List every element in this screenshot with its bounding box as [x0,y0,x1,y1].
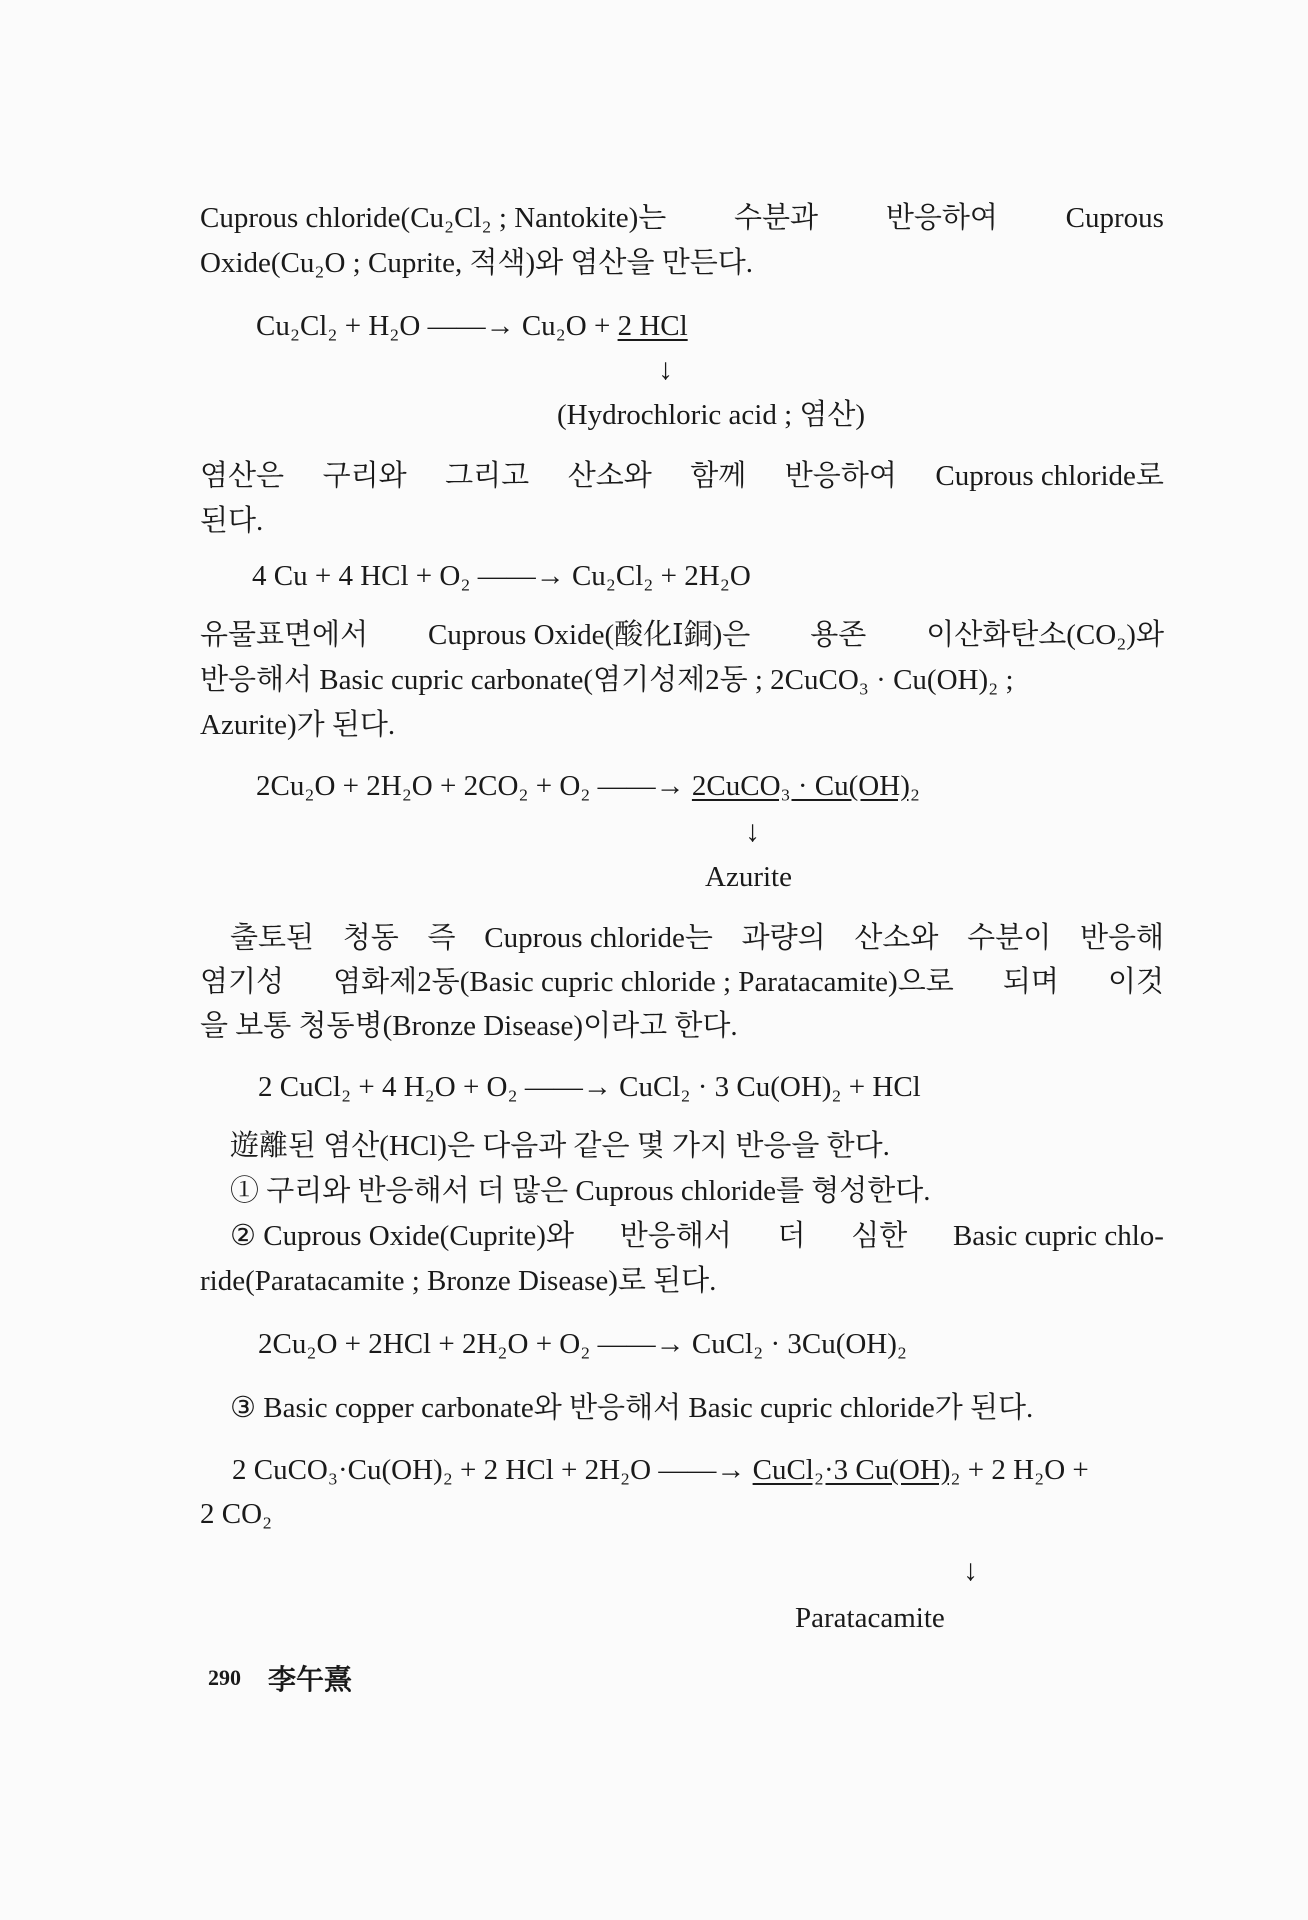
paragraph-3-line-2: 반응해서 Basic cupric carbonate(염기성제2동 ; 2CuCO₃ · Cu(OH)₂ ; [200,664,1014,696]
text-segment: 수분이 [967,922,1052,954]
page-number: 290 [208,1665,241,1690]
text-segment: Cuprous chloride는 [484,922,713,954]
paragraph-4-line-3: 을 보통 청동병(Bronze Disease)이라고 한다. [200,1010,738,1042]
paragraph-5-line-4: ride(Paratacamite ; Bronze Disease)로 된다. [200,1265,717,1297]
text-segment: 함께 [690,460,747,492]
paragraph-6: ③ Basic copper carbonate와 반응해서 Basic cupric chloride가 된다. [230,1392,1034,1424]
equation-6-line-1 [232,1452,1089,1488]
paragraph-4-line-2 [200,964,1164,1000]
text-segment: 출토된 [230,922,315,954]
paragraph-1-line-1 [200,200,1164,236]
text-segment: 즉 [427,922,456,954]
text-segment: 이것 [1107,966,1164,998]
text-segment: 수분과 [734,202,819,234]
text-segment: 반응하여 [784,460,897,492]
equation-3-product: 2CuCO₃ · Cu(OH)₂ [691,770,920,802]
equation-1-product: 2 HCl [617,310,688,342]
paragraph-5-line-2: ① 구리와 반응해서 더 많은 Cuprous chloride를 형성한다. [230,1175,931,1207]
text-segment: 염화제2동(Basic cupric chloride ; Paratacamite)으로 [333,966,954,998]
equation-1 [256,308,688,344]
text-segment: Cuprous chloride(Cu₂Cl₂ ; Nantokite)는 [200,202,667,234]
paragraph-3-line-1 [200,617,1164,653]
paragraph-2-line-2: 된다. [200,505,264,537]
paragraph-4-line-1 [230,920,1164,956]
text-segment: 반응해 [1079,922,1164,954]
text-segment: 이산화탄소(CO₂)와 [926,619,1164,651]
text-segment: 더 [777,1220,806,1252]
paragraph-3-line-3: Azurite)가 된다. [200,709,396,741]
text-segment: 반응해서 [619,1220,732,1252]
text-segment: Cuprous [1065,202,1164,234]
text-segment: 구리와 [322,460,407,492]
equation-4: 2 CuCl₂ + 4 H₂O + O₂ ——→ CuCl₂ · 3 Cu(OH)₂ + HCl [258,1071,921,1103]
paragraph-5-line-1: 遊離된 염산(HCl)은 다음과 같은 몇 가지 반응을 한다. [230,1130,890,1162]
equation-1-caption: (Hydrochloric acid ; 염산) [557,399,866,431]
text-segment: 염기성 [200,966,285,998]
down-arrow-icon: ↓ [658,353,673,386]
text-segment: 산소와 [567,460,652,492]
equation-5: 2Cu₂O + 2HCl + 2H₂O + O₂ ——→ CuCl₂ · 3Cu(OH)₂ [258,1328,908,1360]
paragraph-1-line-2: Oxide(Cu₂O ; Cuprite, 적색)와 염산을 만든다. [200,247,754,279]
equation-1-lhs: Cu₂Cl₂ + H₂O ——→ Cu₂O + [256,310,618,342]
text-segment: Cuprous chloride로 [935,460,1164,492]
text-segment: 그리고 [445,460,530,492]
equation-3 [256,768,920,804]
equation-6-lhs: 2 CuCO₃·Cu(OH)₂ + 2 HCl + 2H₂O ——→ [232,1454,753,1486]
text-segment: 용존 [810,619,867,651]
down-arrow-icon: ↓ [963,1554,978,1587]
text-segment: 심한 [851,1220,908,1252]
text-segment: ② Cuprous Oxide(Cuprite)와 [230,1220,574,1252]
paragraph-5-line-3 [230,1218,1164,1254]
down-arrow-icon: ↓ [745,815,760,848]
paragraph-2-line-1 [200,458,1164,494]
author-name: 李午熹 [268,1665,353,1696]
equation-6-line-2: 2 CO₂ [200,1498,273,1530]
text-segment: 염산은 [200,460,285,492]
equation-6-product: CuCl₂·3 Cu(OH)₂ [752,1454,961,1486]
equation-3-lhs: 2Cu₂O + 2H₂O + 2CO₂ + O₂ ——→ [256,770,692,802]
text-segment: 반응하여 [885,202,998,234]
text-segment: 되며 [1002,966,1059,998]
text-segment: Cuprous Oxide(酸化Ⅰ銅)은 [428,619,751,651]
equation-6-rhs: + 2 H₂O + [960,1454,1089,1486]
text-segment: 청동 [342,922,399,954]
text-segment: 유물표면에서 [200,619,369,651]
text-segment: Basic cupric chlo- [952,1220,1164,1252]
equation-3-caption: Azurite [705,861,792,893]
equation-2: 4 Cu + 4 HCl + O₂ ——→ Cu₂Cl₂ + 2H₂O [252,560,751,592]
text-segment: 산소와 [854,922,939,954]
equation-6-caption: Paratacamite [795,1602,945,1634]
text-segment: 과량의 [741,922,826,954]
